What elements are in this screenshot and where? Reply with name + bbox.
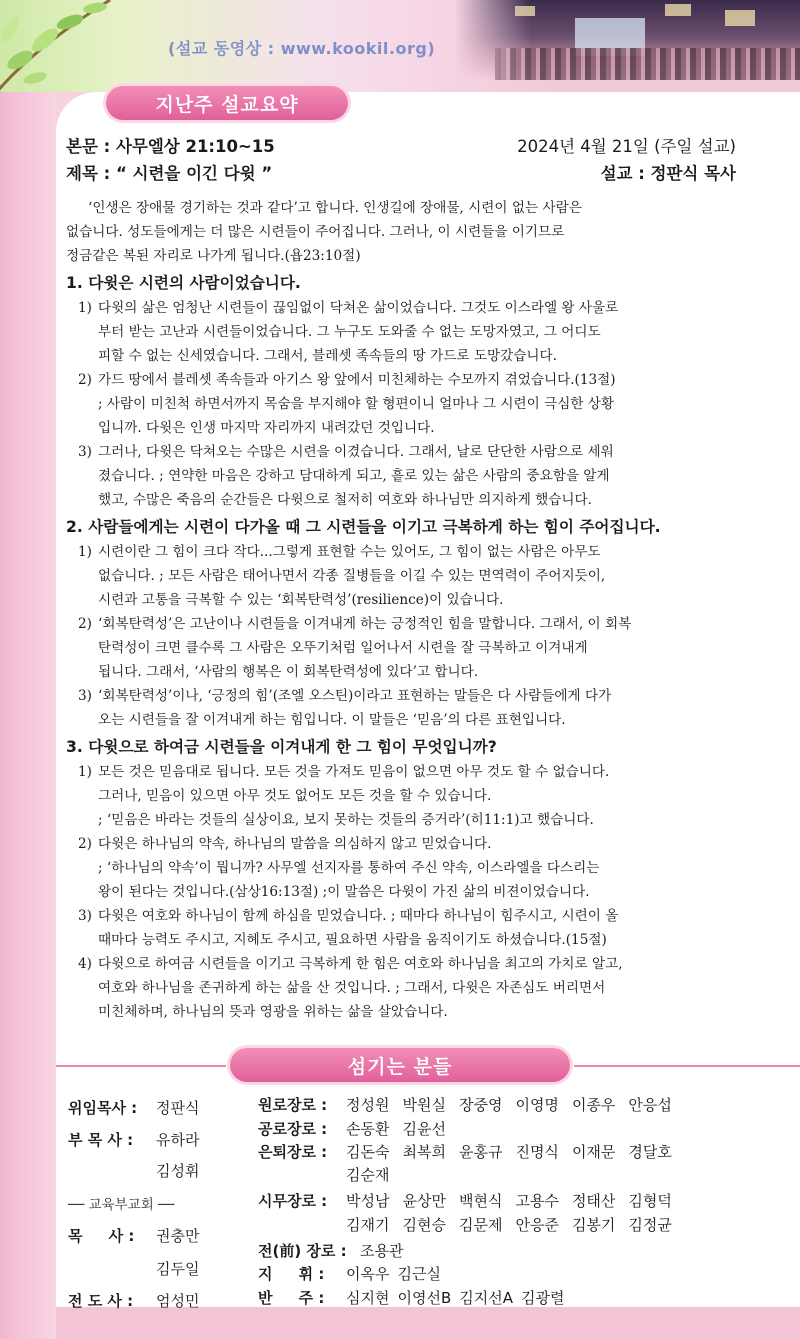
item-line: 시련과 고통을 극복할 수 있는 ‘회복탄력성’(resilience)이 있습니다. (98, 592, 504, 608)
point-item (66, 952, 740, 1024)
elder-role-label: 원로장로 : (258, 1096, 328, 1114)
point-item (66, 760, 740, 832)
item-line: 탄력성이 크면 클수록 그 사람은 오뚜기처럼 일어나서 시련을 잘 극복하고 이겨내게 (98, 640, 588, 656)
elder-name: 김순재 (346, 1166, 390, 1184)
point-item (66, 832, 740, 904)
elder-name: 백현식 (458, 1192, 503, 1210)
intro-line: ‘인생은 장애물 경기하는 것과 같다’고 합니다. 인생길에 장애물, 시련이 없는 사람은 (88, 200, 582, 216)
elder-role-label: 시무장로 : (258, 1192, 328, 1210)
elder-role-label: 지 휘 : (258, 1265, 325, 1283)
leaf-branch-icon (0, 0, 130, 92)
elder-name: 김윤선 (402, 1120, 446, 1138)
item-line: 부터 받는 고난과 시련들이었습니다. 그 누구도 도와줄 수 없는 도망자였고, 그 어디도 (98, 324, 601, 340)
elder-name: 이옥우 (346, 1265, 390, 1283)
elder-name: 윤상만 (402, 1192, 446, 1210)
elder-name: 김재기 (346, 1216, 390, 1234)
intro-paragraph (66, 196, 740, 268)
elder-name: 심지현 (346, 1289, 390, 1307)
item-line: 입니까. 다윗은 인생 마지막 자리까지 내려갔던 것입니다. (98, 420, 435, 436)
elder-names (346, 1287, 572, 1308)
item-line: 다윗은 하나님의 약속, 하나님의 말씀을 의심하지 않고 믿었습니다. (98, 836, 492, 852)
elder-names (360, 1240, 416, 1261)
servant-role-label: 부 목 사 : (68, 1131, 134, 1149)
servant-name: 김성휘 (156, 1162, 200, 1180)
point-item (66, 296, 740, 368)
left-border (0, 0, 56, 1339)
item-number: 2) (78, 616, 92, 632)
elder-name: 이재문 (571, 1143, 616, 1161)
servant-name: 엄성민 (156, 1292, 200, 1310)
elder-names (346, 1118, 459, 1139)
elder-name: 박원실 (402, 1096, 446, 1114)
servant-role-label: 목 사 : (68, 1227, 135, 1245)
item-number: 4) (78, 956, 92, 972)
sermon-title: 제목 : “ 시련을 이긴 다윗 ” (66, 164, 273, 183)
servant-name: 김두일 (156, 1260, 200, 1278)
section-title-servants: 섬기는 분들 (230, 1048, 570, 1082)
point-item (66, 368, 740, 440)
preacher: 설교 : 정판식 목사 (600, 164, 736, 183)
servant-name: 유하라 (156, 1131, 200, 1149)
item-number: 3) (78, 444, 92, 460)
item-line: ; 사람이 미친척 하면서까지 목숨을 부지해야 할 형편이니 얼마나 그 시련이 극심한 상황 (98, 396, 615, 412)
intro-line: 없습니다. 성도들에게는 더 많은 시련들이 주어집니다. 그러나, 이 시련들을 이기므로 (66, 224, 565, 240)
elder-name: 안응준 (515, 1216, 559, 1234)
item-line: 피할 수 없는 신세였습니다. 그래서, 블레셋 족속들의 땅 가드로 도망갔습니다. (98, 348, 557, 364)
elder-names (346, 1141, 685, 1162)
divider-right (574, 1065, 800, 1067)
item-line: 됩니다. 그래서, ‘사람의 행복은 이 회복탄력성에 있다’고 합니다. (98, 664, 479, 680)
scripture-reference: 본문 : 사무엘상 21:10~15 (66, 137, 275, 156)
section-title-sermon: 지난주 설교요약 (106, 86, 348, 120)
elder-name: 조용관 (360, 1242, 404, 1260)
item-line: ‘회복탄력성’은 고난이나 시련들을 이겨내게 하는 긍정적인 힘을 말합니다. 그래서, 이 회복 (98, 616, 632, 632)
elder-name: 진명식 (515, 1143, 559, 1161)
point-item (66, 904, 740, 952)
item-line: ‘회복탄력성’이나, ‘긍정의 힘’(조엘 오스틴)이라고 표현하는 말들은 다 사람들에게 다가 (98, 688, 612, 704)
item-number: 2) (78, 836, 92, 852)
item-line: 졌습니다. ; 연약한 마음은 강하고 담대하게 되고, 흩로 있는 삶은 사람의 중요함을 알게 (98, 468, 610, 484)
elder-names (346, 1263, 449, 1284)
elder-name: 장중영 (458, 1096, 503, 1114)
item-number: 1) (78, 300, 92, 316)
point-item (66, 540, 740, 612)
church-service-photo (455, 0, 800, 80)
elder-name: 김정균 (628, 1216, 672, 1234)
elder-name: 김돈숙 (346, 1143, 390, 1161)
point-heading: 1. 다윗은 시련의 사람이었습니다. (66, 274, 301, 292)
elder-name: 김봉기 (571, 1216, 616, 1234)
sermon-date: 2024년 4월 21일 (주일 설교) (517, 137, 736, 156)
elder-name: 김지선A (459, 1289, 513, 1307)
elder-name: 경달호 (628, 1143, 672, 1161)
item-line: 다윗으로 하여금 시련들을 이기고 극복하게 한 힘은 여호와 하나님을 최고의 가치로 알고, (98, 956, 623, 972)
elder-names (346, 1094, 685, 1115)
item-number: 1) (78, 764, 92, 780)
point-item (66, 612, 740, 684)
item-line: 없습니다. ; 모든 사람은 태어나면서 각종 질병들을 이길 수 있는 면역력이 주어지듯이, (98, 568, 606, 584)
item-line: 그러나, 믿음이 있으면 아무 것도 없어도 모든 것을 할 수 있습니다. (98, 788, 492, 804)
item-line: 다윗의 삶은 엄청난 시련들이 끊임없이 닥쳐온 삶이었습니다. 그것도 이스라엘 왕 사울로 (98, 300, 619, 316)
item-number: 3) (78, 688, 92, 704)
item-line: 시련이란 그 힘이 크다 작다...그렇게 표현할 수는 있어도, 그 힘이 없는 사람은 아무도 (98, 544, 601, 560)
item-line: 오는 시련들을 잘 이겨내게 하는 힘입니다. 이 말들은 ‘믿음’의 다른 표현입니다. (98, 712, 566, 728)
elder-name: 윤홍규 (458, 1143, 503, 1161)
item-line: ; ‘하나님의 약속’이 뭡니까? 사무엘 선지자를 통하여 주신 약속, 이스라엘을 다스리는 (98, 860, 600, 876)
elder-name: 이종우 (571, 1096, 616, 1114)
item-line: 때마다 능력도 주시고, 지혜도 주시고, 필요하면 사람을 움직이기도 하셨습니다.(15절) (98, 932, 607, 948)
item-line: 그러나, 다윗은 닥쳐오는 수많은 시련을 이겼습니다. 그래서, 날로 단단한 사람으로 세워 (98, 444, 614, 460)
elder-name: 김광렬 (520, 1289, 565, 1307)
servant-name: 권충만 (156, 1227, 200, 1245)
sermon-summary (66, 196, 740, 1024)
elder-names (346, 1190, 685, 1211)
elder-role-label: 반 주 : (258, 1289, 325, 1307)
item-line: 여호와 하나님을 존귀하게 하는 삶을 산 것입니다. ; 그래서, 다윗은 자존심도 버리면서 (98, 980, 606, 996)
elder-name: 김현승 (402, 1216, 446, 1234)
item-line: 미친체하며, 하나님의 뜻과 영광을 위하는 삶을 살았습니다. (98, 1004, 448, 1020)
point-item (66, 684, 740, 732)
item-line: 다윗은 여호와 하나님이 함께 하심을 믿었습니다. ; 때마다 하나님이 힘주시고, 시련이 올 (98, 908, 619, 924)
elder-name: 손동환 (346, 1120, 390, 1138)
elder-name: 안응섭 (628, 1096, 672, 1114)
elder-names (346, 1214, 685, 1235)
divider-left (56, 1065, 226, 1067)
elder-name: 고용수 (515, 1192, 559, 1210)
servant-role-label: 위임목사 : (68, 1099, 138, 1117)
header-banner (0, 0, 800, 92)
elder-name: 이영명 (515, 1096, 559, 1114)
elder-name: 박성남 (346, 1192, 390, 1210)
servant-name: 정판식 (156, 1099, 200, 1117)
servant-role-label: 전 도 사 : (68, 1292, 134, 1310)
intro-line: 정금같은 복된 자리로 나가게 됩니다.(욥23:10절) (66, 248, 361, 264)
item-number: 3) (78, 908, 92, 924)
elder-role-label: 은퇴장로 : (258, 1143, 328, 1161)
item-line: 왕이 된다는 것입니다.(삼상16:13절) ;이 말씀은 다윗이 가진 삶의 비젼이었습니다. (98, 884, 590, 900)
elder-names (346, 1164, 402, 1185)
elder-name: 김근실 (397, 1265, 441, 1283)
item-line: ; ‘믿음은 바라는 것들의 실상이요, 보지 못하는 것들의 증거라’(히11:1)고 했습니다. (98, 812, 594, 828)
elder-name: 김문제 (458, 1216, 503, 1234)
elder-role-label: 전(前) 장로 : (258, 1242, 347, 1260)
point-heading: 3. 다윗으로 하여금 시련들을 이겨내게 한 그 힘이 무엇입니까? (66, 738, 497, 756)
elder-name: 김형덕 (628, 1192, 672, 1210)
elder-name: 정성원 (346, 1096, 390, 1114)
department-divider: ── 교육부교회 ── (68, 1197, 175, 1213)
video-link[interactable]: (설교 동영상 : www.kookil.org) (168, 39, 436, 58)
point-item (66, 440, 740, 512)
item-line: 했고, 수많은 죽음의 순간들은 다윗으로 철저히 여호와 하나님만 의지하게 했습니다. (98, 492, 593, 508)
elder-name: 이영선B (397, 1289, 452, 1307)
elder-role-label: 공로장로 : (258, 1120, 328, 1138)
item-number: 2) (78, 372, 92, 388)
elder-name: 최복희 (402, 1143, 446, 1161)
item-line: 모든 것은 믿음대로 됩니다. 모든 것을 가져도 믿음이 없으면 아무 것도 할 수 없습니다. (98, 764, 610, 780)
item-number: 1) (78, 544, 92, 560)
item-line: 가드 땅에서 블레셋 족속들과 아기스 왕 앞에서 미친체하는 수모까지 겪었습니다.(13절) (98, 372, 616, 388)
point-heading: 2. 사람들에게는 시련이 다가올 때 그 시련들을 이기고 극복하게 하는 힘이 주어집니다. (66, 518, 661, 536)
elder-name: 정태산 (571, 1192, 616, 1210)
